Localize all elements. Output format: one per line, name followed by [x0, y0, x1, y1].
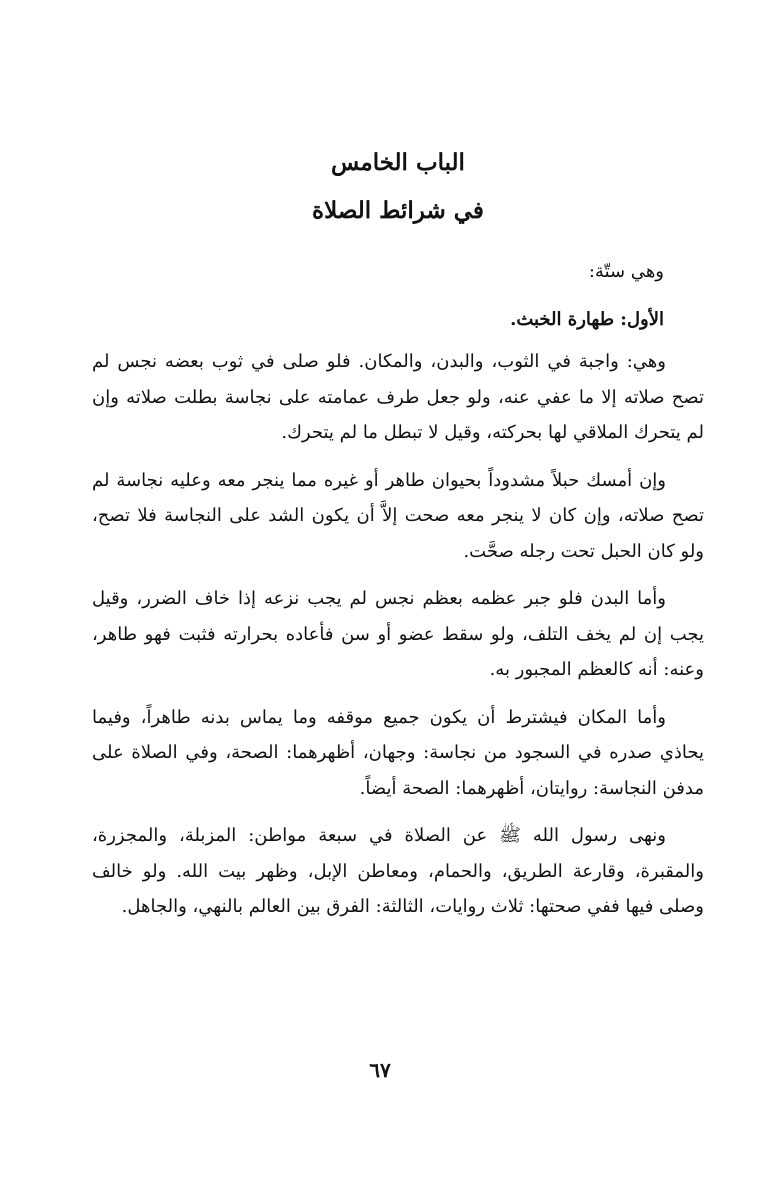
paragraph-text: وهي: واجبة في الثوب، والبدن، والمكان. فلو صلى في ثوب بعضه نجس لم تصح صلاته إلا ما عفي عنه، ولو جعل طرف عمامته على نجاسة بطلت صلاته وإن لم يتحرك الملاقي لها بحركته، وقيل لا تبطل ما لم يتحرك.	[92, 351, 704, 443]
paragraph-text: وإن أمسك حبلاً مشدوداً بحيوان طاهر أو غيره مما ينجر معه وعليه نجاسة لم تصح صلاته، وإن كان لا ينجر معه صحت إلاَّ أن يكون الشد على النجاسة فلا تصح، ولو كان الحبل تحت رجله صحَّت.	[92, 469, 704, 562]
paragraph-text: وأما المكان فيشترط أن يكون جميع موقفه وما يماس بدنه طاهراً، وفيما يحاذي صدره في السجود من نجاسة: وجهان، أظهرهما: الصحة، وفي الصلاة على مدفن النجاسة: روايتان، أظهرهما: الصحة أيضاً.	[92, 706, 704, 799]
page-body	[92, 138, 704, 937]
paragraph-5	[92, 818, 704, 925]
section-heading: الأول: طهارة الخبث.	[510, 309, 664, 330]
chapter-subtitle: في شرائط الصلاة	[312, 197, 484, 224]
chapter-title: الباب الخامس	[331, 149, 465, 176]
intro-line: وهي ستّة:	[588, 261, 664, 282]
paragraph-text: وأما البدن فلو جبر عظمه بعظم نجس لم يجب نزعه إذا خاف الضرر، وقيل يجب إن لم يخف التلف، ولو سقط عضو أو سن فأعاده بحرارته فثبت فهو طاهر، وعنه: أنه كالعظم المجبور به.	[92, 588, 704, 680]
paragraph-2	[92, 463, 704, 570]
paragraph-1	[92, 344, 704, 451]
paragraph-3	[92, 581, 704, 688]
paragraph-4	[92, 700, 704, 807]
paragraph-text: ونهى رسول الله ﷺ عن الصلاة في سبعة مواطن: المزبلة، والمجزرة، والمقبرة، وقارعة الطريق، والحمام، ومعاطن الإبل، وظهر بيت الله. ولو خالف وصلى فيها ففي صحتها: ثلاث روايات، الثالثة: الفرق بين العالم بالنهي، والجاهل.	[92, 825, 704, 917]
page-number: ٦٧	[369, 1058, 391, 1082]
